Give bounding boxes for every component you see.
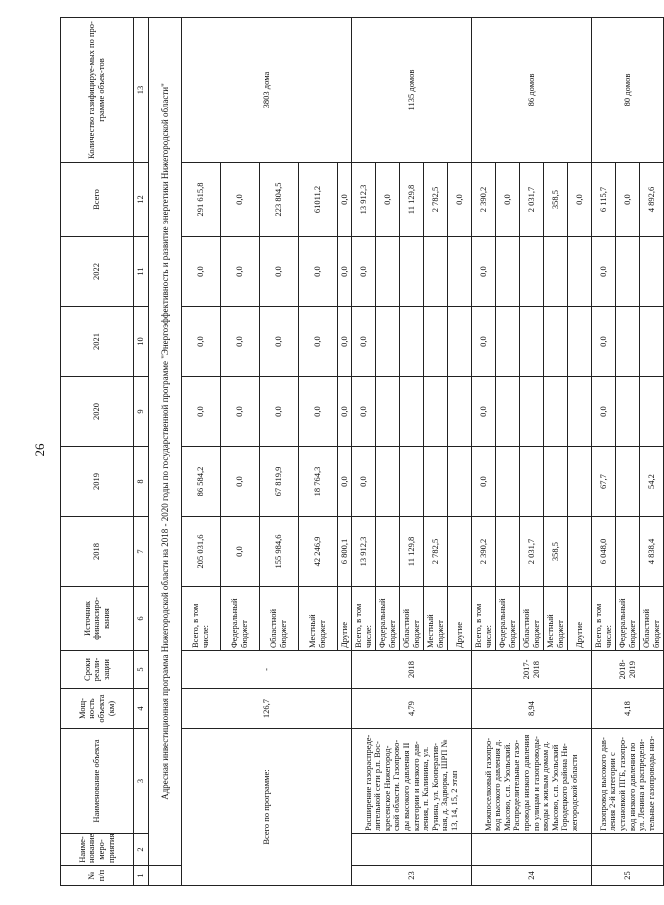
value-2019 [424,447,448,517]
activity-name [352,834,472,866]
value-2019: 0,0 [338,447,352,517]
value-2022 [496,237,520,307]
value-total: 0,0 [338,163,352,237]
total-period: - [182,651,352,689]
value-2018: 2 031,7 [520,517,544,587]
value-2020: 0,0 [299,377,338,447]
source-cell: Другие [448,587,472,651]
header-activity: Наиме-нование меро-приятия [61,834,134,866]
col-number: 3 [134,729,149,834]
header-row [61,18,134,886]
value-2021 [424,307,448,377]
value-2022 [448,237,472,307]
header-total: Всего [61,163,134,237]
object-period: 2018-2019 [592,651,664,689]
value-2020 [544,377,568,447]
value-2022: 0,0 [338,237,352,307]
value-2021: 0,0 [221,307,260,377]
value-total: 0,0 [221,163,260,237]
value-2019: 54,2 [640,447,664,517]
rotated-page [60,20,661,886]
value-2018: 358,5 [544,517,568,587]
value-2020 [496,377,520,447]
value-2022: 0,0 [260,237,299,307]
value-2021 [520,307,544,377]
value-2021 [496,307,520,377]
value-2021 [544,307,568,377]
value-2021 [568,307,592,377]
total-power: 126,7 [182,689,352,729]
header-2020: 2020 [61,377,134,447]
value-2019: 67 819,9 [260,447,299,517]
col-number: 13 [134,18,149,163]
col-number: 8 [134,447,149,517]
object-power: 4,18 [592,689,664,729]
total-count: 3803 дома [182,18,352,163]
value-2022 [616,237,640,307]
value-total: 11 129,8 [400,163,424,237]
program-title-spacer [149,866,182,886]
value-2022 [424,237,448,307]
value-2021 [616,307,640,377]
source-cell: Местный бюджет [424,587,448,651]
header-2018: 2018 [61,517,134,587]
value-2019: 18 764,3 [299,447,338,517]
value-2022 [640,237,664,307]
table-container [60,20,661,886]
column-number-row [134,18,149,886]
source-cell: Областной бюджет [520,587,544,651]
value-2021: 0,0 [338,307,352,377]
source-cell: Федеральный бюджет [221,587,260,651]
source-cell: Областной бюджет [400,587,424,651]
source-cell: Федеральный бюджет [376,587,400,651]
table-row [592,18,616,886]
value-2020: 0,0 [472,377,496,447]
value-2021: 0,0 [299,307,338,377]
value-2019 [496,447,520,517]
value-total: 223 804,5 [260,163,299,237]
col-number: 6 [134,587,149,651]
col-number: 11 [134,237,149,307]
col-number: 1 [134,866,149,886]
header-power: Мощ-ность объекта (км) [61,689,134,729]
value-2022: 0,0 [182,237,221,307]
value-2018: 6 048,0 [592,517,616,587]
value-2018: 42 246,9 [299,517,338,587]
value-2022 [568,237,592,307]
value-2022: 0,0 [472,237,496,307]
activity-name [592,834,664,866]
program-title: Адресная инвестиционная программа Нижегородской области на 2018 - 2020 годы по государственной программе "Энергоэффективность и развитие энергетики Нижегородской области" [149,18,182,866]
value-2018: 11 129,8 [400,517,424,587]
table-row [352,18,376,886]
value-2021 [640,307,664,377]
col-number: 5 [134,651,149,689]
value-total: 61011,2 [299,163,338,237]
value-2021: 0,0 [472,307,496,377]
value-2018: 2 390,2 [472,517,496,587]
header-2021: 2021 [61,307,134,377]
header-object: Наименование объекта [61,729,134,834]
value-total: 0,0 [376,163,400,237]
value-2022 [376,237,400,307]
source-cell: Местный бюджет [544,587,568,651]
value-2022: 0,0 [221,237,260,307]
col-number: 12 [134,163,149,237]
value-2018 [616,517,640,587]
value-2020 [640,377,664,447]
object-name: Газопровод высокого дав-ления 2-й категории с установкой ПГБ, газопро-вод низкого давления по ул. Ленина и распредели-тельные газопроводы низ- [592,729,664,834]
value-2018 [448,517,472,587]
header-count: Количество газифицируе-мых по про-грамме объек-тов [61,18,134,163]
value-2021 [400,307,424,377]
value-total: 2 390,2 [472,163,496,237]
col-number: 4 [134,689,149,729]
value-2019 [568,447,592,517]
value-2020: 0,0 [352,377,376,447]
source-cell: Всего, в том числе: [182,587,221,651]
value-total: 2 782,5 [424,163,448,237]
source-cell: Местный бюджет [299,587,338,651]
col-number: 9 [134,377,149,447]
value-2019 [448,447,472,517]
value-2019: 0,0 [221,447,260,517]
value-total: 6 115,7 [592,163,616,237]
source-cell: Федеральный бюджет [496,587,520,651]
object-power: 8,94 [472,689,592,729]
source-cell: Другие [338,587,352,651]
program-title-row [149,18,182,886]
value-2019: 0,0 [472,447,496,517]
value-2018 [568,517,592,587]
value-2021 [448,307,472,377]
value-2020 [400,377,424,447]
value-2020 [376,377,400,447]
value-2019 [400,447,424,517]
value-2019: 0,0 [352,447,376,517]
value-total: 291 615,8 [182,163,221,237]
value-total: 358,5 [544,163,568,237]
source-cell: Федеральный бюджет [616,587,640,651]
source-cell: Областной бюджет [260,587,299,651]
value-2021: 0,0 [352,307,376,377]
object-power: 4,79 [352,689,472,729]
source-cell: Всего, в том числе: [472,587,496,651]
item-number: 25 [592,866,664,886]
value-2018 [376,517,400,587]
value-2020 [520,377,544,447]
value-2018: 4 838,4 [640,517,664,587]
value-2020: 0,0 [182,377,221,447]
value-2020: 0,0 [592,377,616,447]
value-2018: 13 912,3 [352,517,376,587]
value-2020: 0,0 [338,377,352,447]
value-2020 [424,377,448,447]
value-2018: 205 031,6 [182,517,221,587]
value-2019 [544,447,568,517]
value-2020: 0,0 [221,377,260,447]
col-number: 7 [134,517,149,587]
value-2019 [520,447,544,517]
value-2022 [520,237,544,307]
object-name: Межпоселковый газопро-вод высокого давления д. Мысово, с.п. Узольский. Распределительные газо-проводы низкого давления по улицам и газопроводы-вводы к жилым домам д. Мысово, с.п. Узольский Городецкого района Ни-жегородской области [472,729,592,834]
value-2019: 86 584,2 [182,447,221,517]
value-total: 13 912,3 [352,163,376,237]
header-2022: 2022 [61,237,134,307]
item-number: 23 [352,866,472,886]
value-2019 [376,447,400,517]
item-number: 24 [472,866,592,886]
source-cell: Всего, в том числе: [352,587,376,651]
value-total: 0,0 [568,163,592,237]
header-num: № п/п [61,866,134,886]
total-label: Всего по программе: [182,729,352,886]
header-2019: 2019 [61,447,134,517]
value-2018: 6 800,1 [338,517,352,587]
object-period: 2018 [352,651,472,689]
value-total: 2 031,7 [520,163,544,237]
page-number: 26 [32,443,47,457]
value-total: 0,0 [616,163,640,237]
investment-table [60,17,664,886]
value-total: 4 892,6 [640,163,664,237]
value-total: 0,0 [448,163,472,237]
table-row [472,18,496,886]
source-cell: Областной бюджет [640,587,664,651]
object-count: 1135 домов [352,18,472,163]
header-period: Сроки реали-зации [61,651,134,689]
value-2018: 155 984,6 [260,517,299,587]
source-cell: Всего, в том числе: [592,587,616,651]
value-2022: 0,0 [592,237,616,307]
value-2022 [400,237,424,307]
object-count: 86 домов [472,18,592,163]
value-2018: 0,0 [221,517,260,587]
col-number: 2 [134,834,149,866]
value-2022: 0,0 [352,237,376,307]
value-total: 0,0 [496,163,520,237]
value-2020: 0,0 [260,377,299,447]
value-2019: 67,7 [592,447,616,517]
value-2022 [544,237,568,307]
object-period: 2017-2018 [472,651,592,689]
value-2021: 0,0 [182,307,221,377]
activity-name [472,834,592,866]
value-2019 [616,447,640,517]
col-number: 10 [134,307,149,377]
header-source: Источник финансиро-вания [61,587,134,651]
value-2020 [568,377,592,447]
object-name: Расширение газораспреде-лительной сети р.п. Вос-кресенское Нижегород-ской области. Газопрово-ды высокого давления II категории и низкого дав-ления, п. Калинина, ул. Рунина, ул. Кооператив-ная, д. Задворка, ШРП № 13, 14, 15, 2 этап [352,729,472,834]
value-2021: 0,0 [260,307,299,377]
value-2021 [376,307,400,377]
value-2022: 0,0 [299,237,338,307]
value-2018 [496,517,520,587]
table-row [182,18,221,886]
value-2020 [616,377,640,447]
value-2020 [448,377,472,447]
value-2021: 0,0 [592,307,616,377]
source-cell: Другие [568,587,592,651]
object-count: 80 домов [592,18,664,163]
value-2018: 2 782,5 [424,517,448,587]
